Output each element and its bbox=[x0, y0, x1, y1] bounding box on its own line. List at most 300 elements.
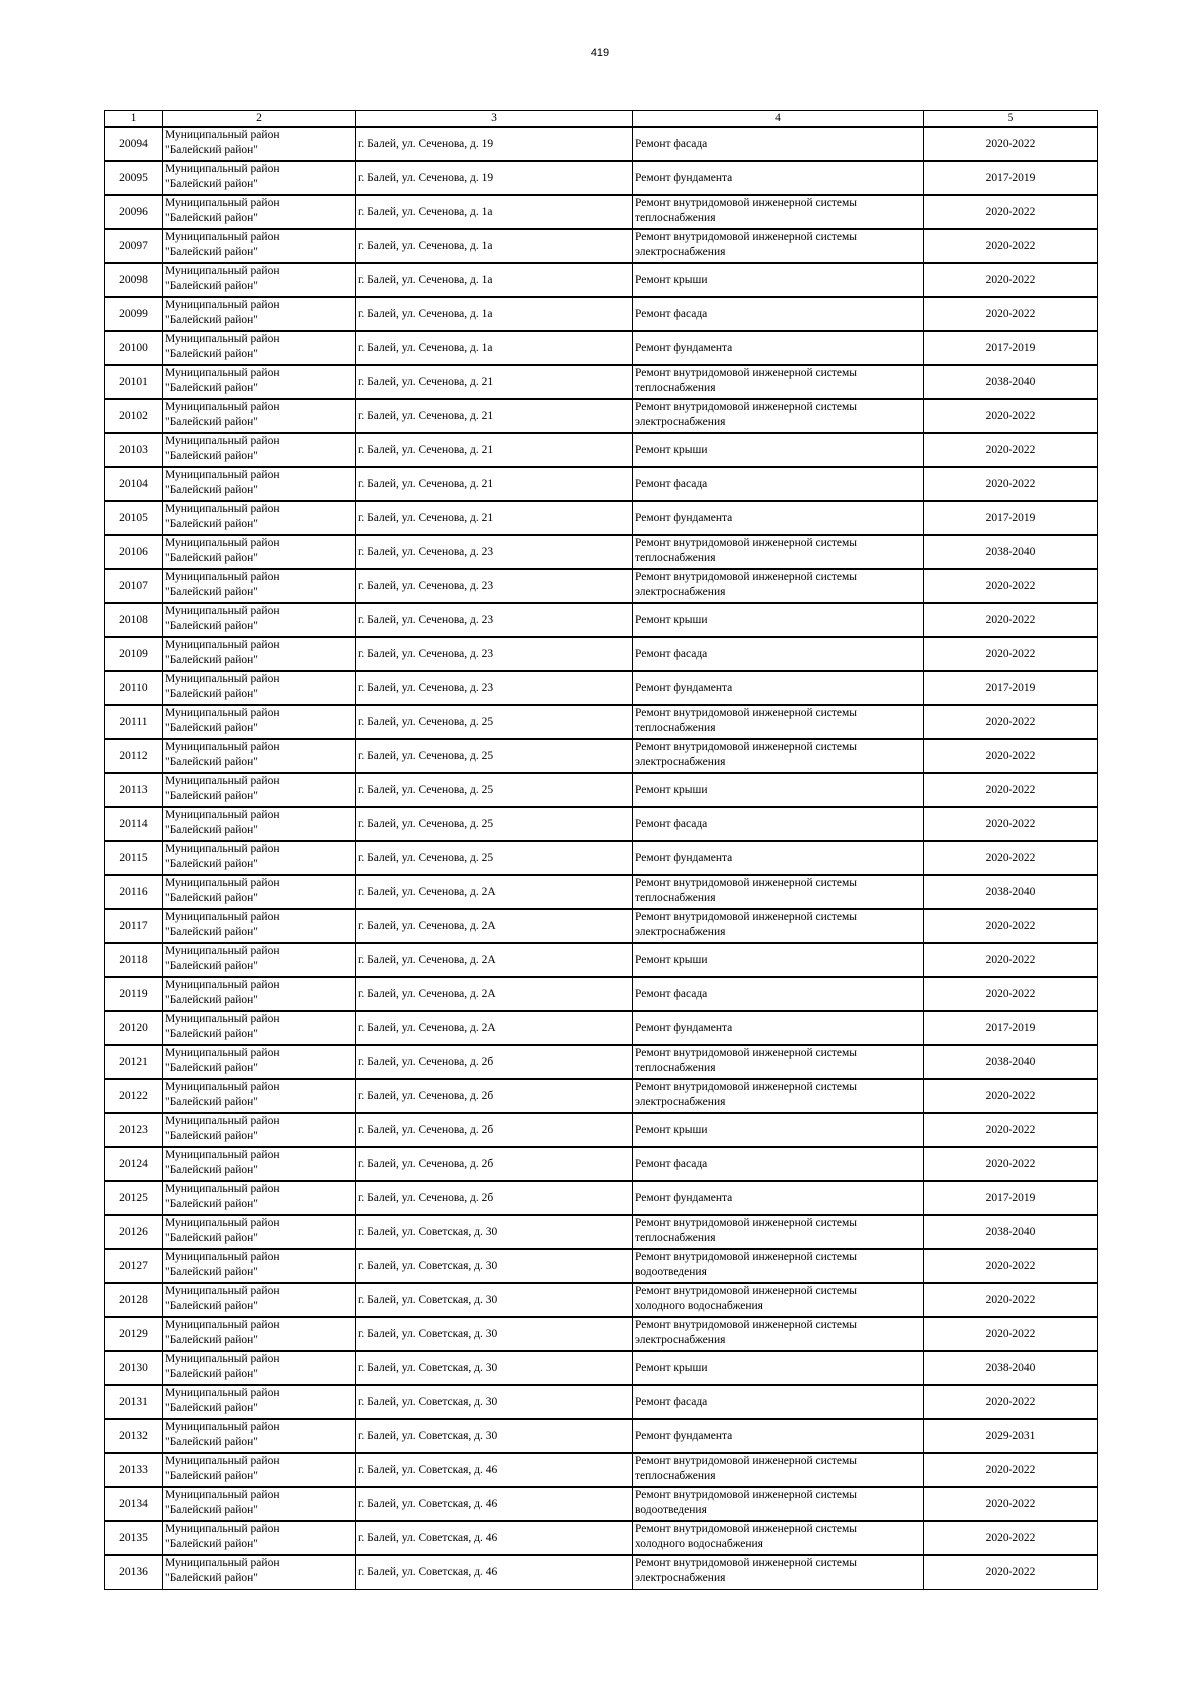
municipality-line: Муниципальный район bbox=[165, 843, 280, 855]
table-row bbox=[105, 263, 1098, 297]
work-type-cell bbox=[633, 1521, 924, 1555]
work-type-cell bbox=[633, 399, 924, 433]
record-number-cell: 20136 bbox=[105, 1555, 163, 1589]
address-cell: г. Балей, ул. Сеченова, д. 25 bbox=[356, 705, 633, 739]
municipality-line: "Балейский район" bbox=[165, 552, 258, 564]
column-header: 2 bbox=[163, 111, 356, 128]
work-type-cell bbox=[633, 1045, 924, 1079]
work-type-cell bbox=[633, 705, 924, 739]
municipality-cell bbox=[163, 1249, 356, 1283]
address-cell: г. Балей, ул. Советская, д. 30 bbox=[356, 1317, 633, 1351]
table-row bbox=[105, 127, 1098, 161]
municipality-line: "Балейский район" bbox=[165, 1062, 258, 1074]
address-cell: г. Балей, ул. Советская, д. 46 bbox=[356, 1555, 633, 1589]
work-type-line: Ремонт фасада bbox=[635, 1157, 708, 1170]
work-type-line: Ремонт крыши bbox=[635, 953, 708, 966]
municipality-line: Муниципальный район bbox=[165, 809, 280, 821]
period-cell: 2020-2022 bbox=[924, 1453, 1098, 1487]
municipality-line: Муниципальный район bbox=[165, 639, 280, 651]
work-type-cell bbox=[633, 841, 924, 875]
table-row bbox=[105, 1045, 1098, 1079]
work-type-line: Ремонт фундамента bbox=[635, 681, 733, 694]
work-type-line: Ремонт внутридомовой инженерной системы bbox=[635, 1319, 858, 1331]
work-type-line: Ремонт внутридомовой инженерной системы bbox=[635, 367, 858, 379]
address-cell: г. Балей, ул. Сеченова, д. 25 bbox=[356, 807, 633, 841]
work-type-line: Ремонт внутридомовой инженерной системы bbox=[635, 1047, 858, 1059]
period-cell: 2020-2022 bbox=[924, 195, 1098, 229]
period-cell: 2020-2022 bbox=[924, 943, 1098, 977]
period-cell: 2020-2022 bbox=[924, 1249, 1098, 1283]
work-type-line: Ремонт фасада bbox=[635, 817, 708, 830]
municipality-line: Муниципальный район bbox=[165, 333, 280, 345]
work-type-line: холодного водоснабжения bbox=[635, 1538, 763, 1550]
record-number-cell: 20111 bbox=[105, 705, 163, 739]
work-type-cell bbox=[633, 467, 924, 501]
work-type-cell bbox=[633, 1283, 924, 1317]
work-type-line: Ремонт крыши bbox=[635, 443, 708, 456]
period-cell: 2020-2022 bbox=[924, 1079, 1098, 1113]
work-type-line: теплоснабжения bbox=[635, 892, 716, 904]
record-number-cell: 20124 bbox=[105, 1147, 163, 1181]
table-row bbox=[105, 1419, 1098, 1453]
period-cell: 2017-2019 bbox=[924, 671, 1098, 705]
address-cell: г. Балей, ул. Сеченова, д. 2б bbox=[356, 1147, 633, 1181]
table-row bbox=[105, 365, 1098, 399]
municipality-line: "Балейский район" bbox=[165, 484, 258, 496]
address-cell: г. Балей, ул. Сеченова, д. 1а bbox=[356, 331, 633, 365]
municipality-cell bbox=[163, 1487, 356, 1521]
address-cell: г. Балей, ул. Сеченова, д. 21 bbox=[356, 365, 633, 399]
work-type-cell bbox=[633, 297, 924, 331]
work-type-cell bbox=[633, 331, 924, 365]
municipality-cell bbox=[163, 433, 356, 467]
municipality-line: Муниципальный район bbox=[165, 1013, 280, 1025]
record-number-cell: 20117 bbox=[105, 909, 163, 943]
record-number-cell: 20123 bbox=[105, 1113, 163, 1147]
municipality-line: "Балейский район" bbox=[165, 824, 258, 836]
period-cell: 2020-2022 bbox=[924, 297, 1098, 331]
record-number-cell: 20113 bbox=[105, 773, 163, 807]
municipality-line: Муниципальный район bbox=[165, 231, 280, 243]
table-row bbox=[105, 1351, 1098, 1385]
municipality-line: Муниципальный район bbox=[165, 707, 280, 719]
record-number-cell: 20112 bbox=[105, 739, 163, 773]
municipality-cell bbox=[163, 501, 356, 535]
record-number-cell: 20104 bbox=[105, 467, 163, 501]
municipality-cell bbox=[163, 1079, 356, 1113]
municipality-cell bbox=[163, 943, 356, 977]
table-row bbox=[105, 467, 1098, 501]
work-type-line: Ремонт внутридомовой инженерной системы bbox=[635, 1081, 858, 1093]
column-header: 5 bbox=[924, 111, 1098, 128]
table-row bbox=[105, 1079, 1098, 1113]
table-row bbox=[105, 671, 1098, 705]
municipality-line: "Балейский район" bbox=[165, 1436, 258, 1448]
work-type-cell bbox=[633, 739, 924, 773]
period-cell: 2017-2019 bbox=[924, 1181, 1098, 1215]
address-cell: г. Балей, ул. Сеченова, д. 2А bbox=[356, 977, 633, 1011]
work-type-line: Ремонт крыши bbox=[635, 1123, 708, 1136]
table-row bbox=[105, 1555, 1098, 1589]
municipality-line: "Балейский район" bbox=[165, 960, 258, 972]
municipality-line: "Балейский район" bbox=[165, 416, 258, 428]
work-type-line: Ремонт фундамента bbox=[635, 1021, 733, 1034]
work-type-line: Ремонт фундамента bbox=[635, 171, 733, 184]
table-row bbox=[105, 875, 1098, 909]
municipality-cell bbox=[163, 1521, 356, 1555]
work-type-line: электроснабжения bbox=[635, 756, 726, 768]
address-cell: г. Балей, ул. Сеченова, д. 1а bbox=[356, 229, 633, 263]
period-cell: 2020-2022 bbox=[924, 1555, 1098, 1589]
work-type-cell bbox=[633, 637, 924, 671]
work-type-cell bbox=[633, 1555, 924, 1589]
municipality-cell bbox=[163, 1419, 356, 1453]
municipality-line: Муниципальный район bbox=[165, 571, 280, 583]
record-number-cell: 20105 bbox=[105, 501, 163, 535]
municipality-line: Муниципальный район bbox=[165, 1489, 280, 1501]
work-type-line: Ремонт фундамента bbox=[635, 1191, 733, 1204]
address-cell: г. Балей, ул. Сеченова, д. 23 bbox=[356, 637, 633, 671]
period-cell: 2017-2019 bbox=[924, 331, 1098, 365]
municipality-line: "Балейский район" bbox=[165, 1232, 258, 1244]
address-cell: г. Балей, ул. Советская, д. 30 bbox=[356, 1385, 633, 1419]
column-header: 1 bbox=[105, 111, 163, 128]
municipality-cell bbox=[163, 671, 356, 705]
municipality-cell bbox=[163, 705, 356, 739]
work-type-cell bbox=[633, 1215, 924, 1249]
period-cell: 2020-2022 bbox=[924, 705, 1098, 739]
municipality-line: "Балейский район" bbox=[165, 1164, 258, 1176]
table-row bbox=[105, 399, 1098, 433]
municipality-line: "Балейский район" bbox=[165, 212, 258, 224]
record-number-cell: 20108 bbox=[105, 603, 163, 637]
work-type-cell bbox=[633, 1453, 924, 1487]
municipality-line: "Балейский район" bbox=[165, 756, 258, 768]
address-cell: г. Балей, ул. Сеченова, д. 21 bbox=[356, 399, 633, 433]
municipality-cell bbox=[163, 773, 356, 807]
period-cell: 2038-2040 bbox=[924, 1215, 1098, 1249]
work-type-line: Ремонт фундамента bbox=[635, 1429, 733, 1442]
municipality-line: "Балейский район" bbox=[165, 314, 258, 326]
work-type-line: Ремонт фасада bbox=[635, 987, 708, 1000]
municipality-line: Муниципальный район bbox=[165, 1183, 280, 1195]
work-type-cell bbox=[633, 263, 924, 297]
address-cell: г. Балей, ул. Сеченова, д. 25 bbox=[356, 841, 633, 875]
period-cell: 2020-2022 bbox=[924, 1521, 1098, 1555]
municipality-line: "Балейский район" bbox=[165, 518, 258, 530]
period-cell: 2020-2022 bbox=[924, 467, 1098, 501]
municipality-line: Муниципальный район bbox=[165, 1353, 280, 1365]
work-type-line: Ремонт внутридомовой инженерной системы bbox=[635, 741, 858, 753]
municipality-cell bbox=[163, 1385, 356, 1419]
municipality-cell bbox=[163, 909, 356, 943]
period-cell: 2020-2022 bbox=[924, 1385, 1098, 1419]
work-type-line: электроснабжения bbox=[635, 1334, 726, 1346]
work-type-line: Ремонт внутридомовой инженерной системы bbox=[635, 707, 858, 719]
work-type-cell bbox=[633, 501, 924, 535]
work-type-cell bbox=[633, 1113, 924, 1147]
record-number-cell: 20115 bbox=[105, 841, 163, 875]
column-header: 3 bbox=[356, 111, 633, 128]
period-cell: 2020-2022 bbox=[924, 263, 1098, 297]
period-cell: 2020-2022 bbox=[924, 977, 1098, 1011]
work-type-cell bbox=[633, 807, 924, 841]
work-type-line: электроснабжения bbox=[635, 1096, 726, 1108]
page-number: 419 bbox=[590, 47, 610, 59]
work-type-line: Ремонт внутридомовой инженерной системы bbox=[635, 537, 858, 549]
address-cell: г. Балей, ул. Сеченова, д. 19 bbox=[356, 161, 633, 195]
period-cell: 2020-2022 bbox=[924, 841, 1098, 875]
work-type-cell bbox=[633, 1079, 924, 1113]
municipality-line: Муниципальный район bbox=[165, 1387, 280, 1399]
address-cell: г. Балей, ул. Советская, д. 30 bbox=[356, 1249, 633, 1283]
period-cell: 2038-2040 bbox=[924, 1045, 1098, 1079]
municipality-cell bbox=[163, 1011, 356, 1045]
work-type-line: Ремонт фундамента bbox=[635, 851, 733, 864]
work-type-cell bbox=[633, 127, 924, 161]
municipality-line: Муниципальный район bbox=[165, 741, 280, 753]
record-number-cell: 20109 bbox=[105, 637, 163, 671]
table-row bbox=[105, 1453, 1098, 1487]
work-type-line: теплоснабжения bbox=[635, 1062, 716, 1074]
record-number-cell: 20116 bbox=[105, 875, 163, 909]
municipality-line: "Балейский район" bbox=[165, 382, 258, 394]
record-number-cell: 20097 bbox=[105, 229, 163, 263]
work-type-line: электроснабжения bbox=[635, 416, 726, 428]
period-cell: 2020-2022 bbox=[924, 569, 1098, 603]
address-cell: г. Балей, ул. Сеченова, д. 19 bbox=[356, 127, 633, 161]
municipality-line: Муниципальный район bbox=[165, 1149, 280, 1161]
municipality-cell bbox=[163, 739, 356, 773]
record-number-cell: 20107 bbox=[105, 569, 163, 603]
table-row bbox=[105, 1215, 1098, 1249]
record-number-cell: 20094 bbox=[105, 127, 163, 161]
municipality-line: Муниципальный район bbox=[165, 1115, 280, 1127]
address-cell: г. Балей, ул. Сеченова, д. 2А bbox=[356, 943, 633, 977]
record-number-cell: 20098 bbox=[105, 263, 163, 297]
period-cell: 2038-2040 bbox=[924, 535, 1098, 569]
municipality-line: Муниципальный район bbox=[165, 1421, 280, 1433]
work-type-cell bbox=[633, 909, 924, 943]
table-row bbox=[105, 841, 1098, 875]
municipality-cell bbox=[163, 841, 356, 875]
municipality-cell bbox=[163, 127, 356, 161]
table-row bbox=[105, 705, 1098, 739]
municipality-line: Муниципальный район bbox=[165, 469, 280, 481]
municipality-line: Муниципальный район bbox=[165, 163, 280, 175]
municipality-line: Муниципальный район bbox=[165, 367, 280, 379]
municipality-line: Муниципальный район bbox=[165, 129, 280, 141]
municipality-line: "Балейский район" bbox=[165, 1198, 258, 1210]
repair-schedule-table bbox=[104, 110, 1098, 1590]
work-type-cell bbox=[633, 977, 924, 1011]
work-type-cell bbox=[633, 1419, 924, 1453]
municipality-line: "Балейский район" bbox=[165, 178, 258, 190]
period-cell: 2020-2022 bbox=[924, 1147, 1098, 1181]
address-cell: г. Балей, ул. Советская, д. 46 bbox=[356, 1521, 633, 1555]
work-type-line: теплоснабжения bbox=[635, 212, 716, 224]
work-type-line: теплоснабжения bbox=[635, 382, 716, 394]
address-cell: г. Балей, ул. Советская, д. 30 bbox=[356, 1283, 633, 1317]
municipality-cell bbox=[163, 1317, 356, 1351]
work-type-line: Ремонт крыши bbox=[635, 613, 708, 626]
municipality-cell bbox=[163, 807, 356, 841]
record-number-cell: 20096 bbox=[105, 195, 163, 229]
period-cell: 2020-2022 bbox=[924, 229, 1098, 263]
period-cell: 2020-2022 bbox=[924, 1317, 1098, 1351]
address-cell: г. Балей, ул. Сеченова, д. 2б bbox=[356, 1113, 633, 1147]
municipality-cell bbox=[163, 603, 356, 637]
municipality-cell bbox=[163, 1181, 356, 1215]
table-row bbox=[105, 1317, 1098, 1351]
table-row bbox=[105, 637, 1098, 671]
record-number-cell: 20126 bbox=[105, 1215, 163, 1249]
work-type-cell bbox=[633, 195, 924, 229]
table-row bbox=[105, 229, 1098, 263]
address-cell: г. Балей, ул. Сеченова, д. 23 bbox=[356, 603, 633, 637]
municipality-line: "Балейский район" bbox=[165, 1368, 258, 1380]
record-number-cell: 20130 bbox=[105, 1351, 163, 1385]
table-row bbox=[105, 433, 1098, 467]
record-number-cell: 20132 bbox=[105, 1419, 163, 1453]
address-cell: г. Балей, ул. Сеченова, д. 2А bbox=[356, 909, 633, 943]
period-cell: 2020-2022 bbox=[924, 603, 1098, 637]
table-row bbox=[105, 1521, 1098, 1555]
table-row bbox=[105, 501, 1098, 535]
work-type-line: Ремонт фундамента bbox=[635, 341, 733, 354]
record-number-cell: 20100 bbox=[105, 331, 163, 365]
work-type-line: Ремонт крыши bbox=[635, 783, 708, 796]
work-type-line: Ремонт внутридомовой инженерной системы bbox=[635, 401, 858, 413]
work-type-cell bbox=[633, 229, 924, 263]
work-type-line: электроснабжения bbox=[635, 246, 726, 258]
municipality-cell bbox=[163, 161, 356, 195]
municipality-line: Муниципальный район bbox=[165, 775, 280, 787]
address-cell: г. Балей, ул. Сеченова, д. 25 bbox=[356, 773, 633, 807]
municipality-line: Муниципальный район bbox=[165, 265, 280, 277]
table-row bbox=[105, 535, 1098, 569]
table-row bbox=[105, 807, 1098, 841]
work-type-cell bbox=[633, 1181, 924, 1215]
municipality-line: Муниципальный район bbox=[165, 1455, 280, 1467]
table-row bbox=[105, 1249, 1098, 1283]
municipality-cell bbox=[163, 467, 356, 501]
work-type-cell bbox=[633, 603, 924, 637]
work-type-cell bbox=[633, 1385, 924, 1419]
work-type-cell bbox=[633, 1249, 924, 1283]
work-type-line: Ремонт фасада bbox=[635, 477, 708, 490]
column-header: 4 bbox=[633, 111, 924, 128]
period-cell: 2020-2022 bbox=[924, 433, 1098, 467]
municipality-line: "Балейский район" bbox=[165, 1538, 258, 1550]
municipality-cell bbox=[163, 399, 356, 433]
municipality-line: Муниципальный район bbox=[165, 911, 280, 923]
work-type-cell bbox=[633, 1351, 924, 1385]
municipality-cell bbox=[163, 1045, 356, 1079]
municipality-line: "Балейский район" bbox=[165, 348, 258, 360]
work-type-line: Ремонт внутридомовой инженерной системы bbox=[635, 1557, 858, 1569]
table-row bbox=[105, 569, 1098, 603]
record-number-cell: 20122 bbox=[105, 1079, 163, 1113]
municipality-line: "Балейский район" bbox=[165, 1028, 258, 1040]
municipality-cell bbox=[163, 1283, 356, 1317]
address-cell: г. Балей, ул. Советская, д. 30 bbox=[356, 1351, 633, 1385]
work-type-line: Ремонт внутридомовой инженерной системы bbox=[635, 1251, 858, 1263]
address-cell: г. Балей, ул. Сеченова, д. 21 bbox=[356, 433, 633, 467]
table-row bbox=[105, 1487, 1098, 1521]
work-type-cell bbox=[633, 1487, 924, 1521]
municipality-line: Муниципальный район bbox=[165, 435, 280, 447]
work-type-line: теплоснабжения bbox=[635, 722, 716, 734]
municipality-line: Муниципальный район bbox=[165, 1081, 280, 1093]
period-cell: 2038-2040 bbox=[924, 875, 1098, 909]
municipality-line: Муниципальный район bbox=[165, 1047, 280, 1059]
municipality-line: Муниципальный район bbox=[165, 877, 280, 889]
period-cell: 2020-2022 bbox=[924, 773, 1098, 807]
work-type-line: Ремонт фасада bbox=[635, 307, 708, 320]
work-type-line: Ремонт крыши bbox=[635, 1361, 708, 1374]
period-cell: 2038-2040 bbox=[924, 365, 1098, 399]
period-cell: 2029-2031 bbox=[924, 1419, 1098, 1453]
municipality-line: "Балейский район" bbox=[165, 892, 258, 904]
work-type-line: Ремонт внутридомовой инженерной системы bbox=[635, 911, 858, 923]
period-cell: 2017-2019 bbox=[924, 501, 1098, 535]
work-type-line: Ремонт внутридомовой инженерной системы bbox=[635, 197, 858, 209]
work-type-cell bbox=[633, 535, 924, 569]
table-row bbox=[105, 1113, 1098, 1147]
municipality-line: Муниципальный район bbox=[165, 197, 280, 209]
address-cell: г. Балей, ул. Сеченова, д. 1а bbox=[356, 297, 633, 331]
record-number-cell: 20133 bbox=[105, 1453, 163, 1487]
work-type-cell bbox=[633, 671, 924, 705]
table-row bbox=[105, 943, 1098, 977]
municipality-line: "Балейский район" bbox=[165, 1470, 258, 1482]
table-row bbox=[105, 603, 1098, 637]
column-number-row bbox=[105, 111, 1098, 128]
work-type-cell bbox=[633, 161, 924, 195]
address-cell: г. Балей, ул. Сеченова, д. 2А bbox=[356, 1011, 633, 1045]
municipality-cell bbox=[163, 297, 356, 331]
municipality-line: Муниципальный район bbox=[165, 537, 280, 549]
municipality-line: Муниципальный район bbox=[165, 401, 280, 413]
record-number-cell: 20114 bbox=[105, 807, 163, 841]
work-type-line: Ремонт внутридомовой инженерной системы bbox=[635, 1489, 858, 1501]
period-cell: 2020-2022 bbox=[924, 1283, 1098, 1317]
table-header bbox=[105, 111, 1098, 128]
work-type-line: Ремонт фундамента bbox=[635, 511, 733, 524]
municipality-line: "Балейский район" bbox=[165, 926, 258, 938]
table-row bbox=[105, 1385, 1098, 1419]
work-type-cell bbox=[633, 773, 924, 807]
record-number-cell: 20125 bbox=[105, 1181, 163, 1215]
table-row bbox=[105, 909, 1098, 943]
record-number-cell: 20110 bbox=[105, 671, 163, 705]
table-row bbox=[105, 773, 1098, 807]
record-number-cell: 20131 bbox=[105, 1385, 163, 1419]
work-type-line: Ремонт фасада bbox=[635, 647, 708, 660]
work-type-cell bbox=[633, 875, 924, 909]
period-cell: 2020-2022 bbox=[924, 127, 1098, 161]
municipality-cell bbox=[163, 875, 356, 909]
municipality-line: Муниципальный район bbox=[165, 1319, 280, 1331]
municipality-line: "Балейский район" bbox=[165, 144, 258, 156]
address-cell: г. Балей, ул. Советская, д. 46 bbox=[356, 1487, 633, 1521]
municipality-cell bbox=[163, 535, 356, 569]
table-row bbox=[105, 195, 1098, 229]
address-cell: г. Балей, ул. Советская, д. 30 bbox=[356, 1215, 633, 1249]
period-cell: 2020-2022 bbox=[924, 399, 1098, 433]
municipality-cell bbox=[163, 263, 356, 297]
